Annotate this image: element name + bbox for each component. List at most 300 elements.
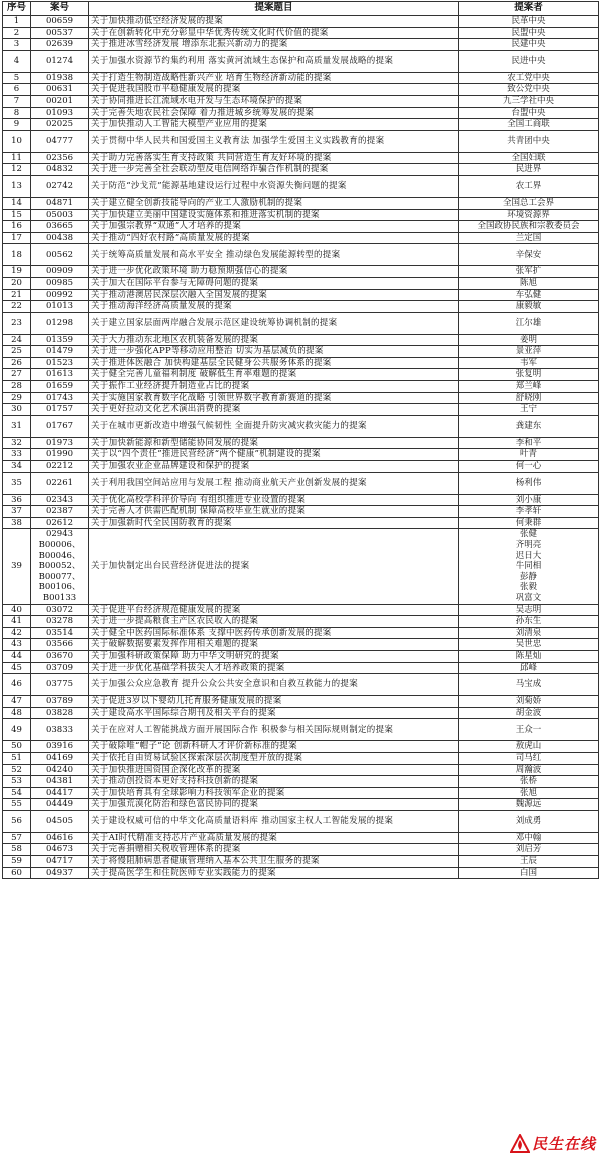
table-row bbox=[3, 449, 599, 461]
cell-author: 邱峰 bbox=[459, 662, 599, 674]
cell-title: 关于将慢阻肺病患者健康管理纳入基本公共卫生服务的提案 bbox=[89, 856, 459, 868]
cell-title: 关于大力推动东北地区农机装备发展的提案 bbox=[89, 334, 459, 346]
cell-title: 关于加强公众应急教育 提升公众公共安全意识和自救互救能力的提案 bbox=[89, 674, 459, 696]
table-row bbox=[3, 506, 599, 518]
table-row bbox=[3, 130, 599, 152]
cell-author: 全国妇联 bbox=[459, 152, 599, 164]
cell-no: 58 bbox=[3, 844, 31, 856]
cell-id: 00438 bbox=[31, 232, 89, 244]
cell-no: 23 bbox=[3, 312, 31, 334]
cell-author: 九三学社中央 bbox=[459, 95, 599, 107]
cell-author: 兰定国 bbox=[459, 232, 599, 244]
cell-title: 关于优化高校学科评价导向 有组织推进专业设置的提案 bbox=[89, 494, 459, 506]
cell-id: 03916 bbox=[31, 741, 89, 753]
cell-author: 江尔雄 bbox=[459, 312, 599, 334]
cell-id: 03670 bbox=[31, 650, 89, 662]
cell-title: 关于加快培育具有全球影响力科技领军企业的提案 bbox=[89, 787, 459, 799]
cell-title: 关于利用我国空间站应用与发展工程 推动商业航天产业创新发展的提案 bbox=[89, 472, 459, 494]
table-row bbox=[3, 27, 599, 39]
cell-id: 04832 bbox=[31, 164, 89, 176]
cell-author: 景亚萍 bbox=[459, 346, 599, 358]
cell-no: 60 bbox=[3, 867, 31, 879]
table-row bbox=[3, 72, 599, 84]
cell-id: 03775 bbox=[31, 674, 89, 696]
table-row bbox=[3, 604, 599, 616]
cell-no: 44 bbox=[3, 650, 31, 662]
cell-title: 关于促进平台经济规范健康发展的提案 bbox=[89, 604, 459, 616]
cell-title: 关于破除唯“帽子”论 创新科研人才评价新标准的提案 bbox=[89, 741, 459, 753]
cell-author: 民革中央 bbox=[459, 16, 599, 28]
cell-author: 车弘健 bbox=[459, 289, 599, 301]
cell-id: 02212 bbox=[31, 461, 89, 473]
cell-id: 02612 bbox=[31, 517, 89, 529]
cell-no: 57 bbox=[3, 832, 31, 844]
cell-author: 刘菊娇 bbox=[459, 696, 599, 708]
header-no: 序号 bbox=[3, 2, 31, 16]
cell-no: 18 bbox=[3, 244, 31, 266]
cell-author: 姜明 bbox=[459, 334, 599, 346]
cell-author: 王辰 bbox=[459, 856, 599, 868]
cell-author: 马宝成 bbox=[459, 674, 599, 696]
table-row bbox=[3, 381, 599, 393]
table-row bbox=[3, 810, 599, 832]
cell-no: 13 bbox=[3, 175, 31, 197]
table-row bbox=[3, 232, 599, 244]
table-row bbox=[3, 107, 599, 119]
cell-id: 04871 bbox=[31, 197, 89, 209]
cell-id: 04449 bbox=[31, 799, 89, 811]
cell-id: 03278 bbox=[31, 616, 89, 628]
header-title: 提案题目 bbox=[89, 2, 459, 16]
cell-title: 关于加强水资源节约集约利用 落实黄河流域生态保护和高质量发展战略的提案 bbox=[89, 50, 459, 72]
table-row bbox=[3, 175, 599, 197]
cell-author: 致公党中央 bbox=[459, 84, 599, 96]
cell-id: 00992 bbox=[31, 289, 89, 301]
cell-no: 37 bbox=[3, 506, 31, 518]
cell-title: 关于加强农业企业品牌建设和保护的提案 bbox=[89, 461, 459, 473]
cell-id: 03514 bbox=[31, 627, 89, 639]
cell-no: 24 bbox=[3, 334, 31, 346]
cell-no: 21 bbox=[3, 289, 31, 301]
cell-author: 张军扩 bbox=[459, 266, 599, 278]
cell-no: 5 bbox=[3, 72, 31, 84]
logo-text: 民生在线 bbox=[531, 1135, 596, 1153]
cell-author: 舒晓刚 bbox=[459, 392, 599, 404]
cell-author: 共青团中央 bbox=[459, 130, 599, 152]
table-row bbox=[3, 197, 599, 209]
cell-no: 20 bbox=[3, 277, 31, 289]
cell-id: 01359 bbox=[31, 334, 89, 346]
cell-id: 04169 bbox=[31, 752, 89, 764]
cell-id: 05003 bbox=[31, 209, 89, 221]
table-row bbox=[3, 84, 599, 96]
table-row bbox=[3, 39, 599, 51]
cell-title: 关于加快推进国资国企深化改革的提案 bbox=[89, 764, 459, 776]
cell-author: 孙东生 bbox=[459, 616, 599, 628]
cell-no: 54 bbox=[3, 787, 31, 799]
cell-title: 关于打造生物制造战略性新兴产业 培育生物经济新动能的提案 bbox=[89, 72, 459, 84]
cell-title: 关于进一步优化基础学科拔尖人才培养政策的提案 bbox=[89, 662, 459, 674]
cell-author: 敖虎山 bbox=[459, 741, 599, 753]
header-id: 案号 bbox=[31, 2, 89, 16]
cell-no: 53 bbox=[3, 776, 31, 788]
cell-id: 04673 bbox=[31, 844, 89, 856]
cell-id: 04937 bbox=[31, 867, 89, 879]
table-row bbox=[3, 209, 599, 221]
proposal-table bbox=[2, 1, 599, 879]
cell-author: 吴志明 bbox=[459, 604, 599, 616]
cell-title: 关于推进冰雪经济发展 增添东北振兴新动力的提案 bbox=[89, 39, 459, 51]
cell-id: 00985 bbox=[31, 277, 89, 289]
cell-title: 关于促进3岁以下婴幼儿托育服务健康发展的提案 bbox=[89, 696, 459, 708]
cell-no: 42 bbox=[3, 627, 31, 639]
cell-no: 7 bbox=[3, 95, 31, 107]
cell-author: 民盟中央 bbox=[459, 27, 599, 39]
cell-title: 关于加快推动人工智能大模型产业应用的提案 bbox=[89, 119, 459, 131]
cell-title: 关于健全完善儿童福利制度 破解低生育率难题的提案 bbox=[89, 369, 459, 381]
cell-author: 刘清泉 bbox=[459, 627, 599, 639]
cell-id: 00562 bbox=[31, 244, 89, 266]
table-row bbox=[3, 650, 599, 662]
table-row bbox=[3, 301, 599, 313]
table-row bbox=[3, 357, 599, 369]
cell-title: 关于健全中医药国际标准体系 支撑中医药传承创新发展的提案 bbox=[89, 627, 459, 639]
cell-no: 36 bbox=[3, 494, 31, 506]
table-row bbox=[3, 616, 599, 628]
cell-title: 关于建设高水平国际综合期刊及相关平台的提案 bbox=[89, 707, 459, 719]
cell-author: 叶青 bbox=[459, 449, 599, 461]
cell-title: 关于推动“四好农村路”高质量发展的提案 bbox=[89, 232, 459, 244]
table-row bbox=[3, 334, 599, 346]
table-row bbox=[3, 312, 599, 334]
cell-title: 关于完善人才供需匹配机制 保障高校毕业生就业的提案 bbox=[89, 506, 459, 518]
table-row bbox=[3, 517, 599, 529]
cell-title: 关于加快推动低空经济发展的提案 bbox=[89, 16, 459, 28]
cell-no: 45 bbox=[3, 662, 31, 674]
table-row bbox=[3, 832, 599, 844]
cell-no: 14 bbox=[3, 197, 31, 209]
table-row bbox=[3, 164, 599, 176]
cell-author: 吴世忠 bbox=[459, 639, 599, 651]
table-row bbox=[3, 674, 599, 696]
cell-no: 59 bbox=[3, 856, 31, 868]
cell-id: 04616 bbox=[31, 832, 89, 844]
cell-no: 47 bbox=[3, 696, 31, 708]
table-row bbox=[3, 752, 599, 764]
cell-no: 19 bbox=[3, 266, 31, 278]
cell-id: 01298 bbox=[31, 312, 89, 334]
cell-author: 李和平 bbox=[459, 437, 599, 449]
cell-id: 01523 bbox=[31, 357, 89, 369]
cell-title: 关于破解数据要素发挥作用相关难题的提案 bbox=[89, 639, 459, 651]
cell-author: 康毅敏 bbox=[459, 301, 599, 313]
logo-flame-icon bbox=[510, 1134, 530, 1154]
table-row bbox=[3, 741, 599, 753]
cell-title: 关于进一步完善全社会联动型反电信网络诈骗合作机制的提案 bbox=[89, 164, 459, 176]
cell-no: 11 bbox=[3, 152, 31, 164]
cell-title: 关于加强荒漠化防治和绿色富民协同的提案 bbox=[89, 799, 459, 811]
cell-id: 03828 bbox=[31, 707, 89, 719]
table-row bbox=[3, 277, 599, 289]
cell-author: 张健 齐明亮 迟日大 牛同相 彭静 张毅 巩富文 bbox=[459, 529, 599, 604]
cell-title: 关于加快建立美丽中国建设实施体系和推进落实机制的提案 bbox=[89, 209, 459, 221]
cell-no: 8 bbox=[3, 107, 31, 119]
cell-id: 04717 bbox=[31, 856, 89, 868]
cell-no: 32 bbox=[3, 437, 31, 449]
cell-title: 关于进一步提高粮食主产区农民收入的提案 bbox=[89, 616, 459, 628]
cell-author: 陈星灿 bbox=[459, 650, 599, 662]
table-row bbox=[3, 461, 599, 473]
cell-title: 关于推动港澳居民深层次融入全国发展的提案 bbox=[89, 289, 459, 301]
table-header-row bbox=[3, 2, 599, 16]
cell-author: 民进中央 bbox=[459, 50, 599, 72]
cell-author: 胡金波 bbox=[459, 707, 599, 719]
table-row bbox=[3, 529, 599, 604]
cell-id: 02343 bbox=[31, 494, 89, 506]
cell-title: 关于推动创投资本更好支持科技创新的提案 bbox=[89, 776, 459, 788]
cell-id: 01659 bbox=[31, 381, 89, 393]
cell-no: 50 bbox=[3, 741, 31, 753]
cell-author: 民建中央 bbox=[459, 39, 599, 51]
table-row bbox=[3, 266, 599, 278]
cell-id: 02943 B00006、 B00046、 B00052、 B00077、 B00106、 B00133 bbox=[31, 529, 89, 604]
cell-title: 关于加强宗教界“双通”人才培养的提案 bbox=[89, 221, 459, 233]
cell-no: 1 bbox=[3, 16, 31, 28]
cell-author: 王宁 bbox=[459, 404, 599, 416]
table-row bbox=[3, 404, 599, 416]
cell-title: 关于完善失地农民社会保障 着力推进城乡统筹发展的提案 bbox=[89, 107, 459, 119]
cell-id: 03709 bbox=[31, 662, 89, 674]
cell-title: 关于加强科研政策保障 助力中华文明研究的提案 bbox=[89, 650, 459, 662]
cell-title: 关于建立国家层面两岸融合发展示范区建设统筹协调机制的提案 bbox=[89, 312, 459, 334]
cell-author: 何秉群 bbox=[459, 517, 599, 529]
cell-title: 关于统筹高质量发展和高水平安全 推动绿色发展能源转型的提案 bbox=[89, 244, 459, 266]
cell-title: 关于实施国家教育数字化战略 引领世界数字教育新赛道的提案 bbox=[89, 392, 459, 404]
cell-title: 关于防范“沙戈荒”能源基地建设运行过程中水资源失衡问题的提案 bbox=[89, 175, 459, 197]
cell-no: 25 bbox=[3, 346, 31, 358]
cell-id: 03833 bbox=[31, 719, 89, 741]
cell-no: 22 bbox=[3, 301, 31, 313]
table-row bbox=[3, 776, 599, 788]
cell-title: 关于助力完善落实生育支持政策 共同营造生育友好环境的提案 bbox=[89, 152, 459, 164]
cell-author: 李孝轩 bbox=[459, 506, 599, 518]
table-row bbox=[3, 799, 599, 811]
table-row bbox=[3, 662, 599, 674]
cell-no: 46 bbox=[3, 674, 31, 696]
cell-id: 01938 bbox=[31, 72, 89, 84]
cell-author: 刘小康 bbox=[459, 494, 599, 506]
table-row bbox=[3, 119, 599, 131]
table-row bbox=[3, 627, 599, 639]
cell-no: 34 bbox=[3, 461, 31, 473]
cell-no: 16 bbox=[3, 221, 31, 233]
cell-author: 全国总工会界 bbox=[459, 197, 599, 209]
cell-no: 52 bbox=[3, 764, 31, 776]
cell-no: 49 bbox=[3, 719, 31, 741]
cell-author: 台盟中央 bbox=[459, 107, 599, 119]
cell-author: 周瀚波 bbox=[459, 764, 599, 776]
table-row bbox=[3, 472, 599, 494]
cell-id: 00659 bbox=[31, 16, 89, 28]
cell-author: 民进界 bbox=[459, 164, 599, 176]
table-row bbox=[3, 787, 599, 799]
cell-title: 关于更好拉动文化艺术演出消费的提案 bbox=[89, 404, 459, 416]
table-row bbox=[3, 346, 599, 358]
cell-id: 00201 bbox=[31, 95, 89, 107]
cell-author: 白国 bbox=[459, 867, 599, 879]
cell-id: 04777 bbox=[31, 130, 89, 152]
cell-id: 00537 bbox=[31, 27, 89, 39]
cell-no: 55 bbox=[3, 799, 31, 811]
cell-id: 01973 bbox=[31, 437, 89, 449]
cell-id: 00909 bbox=[31, 266, 89, 278]
cell-no: 41 bbox=[3, 616, 31, 628]
cell-no: 30 bbox=[3, 404, 31, 416]
cell-title: 关于提高医学生和住院医师专业实践能力的提案 bbox=[89, 867, 459, 879]
cell-no: 4 bbox=[3, 50, 31, 72]
table-row bbox=[3, 707, 599, 719]
cell-no: 27 bbox=[3, 369, 31, 381]
cell-id: 00631 bbox=[31, 84, 89, 96]
cell-author: 何一心 bbox=[459, 461, 599, 473]
cell-author: 郑兰峰 bbox=[459, 381, 599, 393]
cell-no: 38 bbox=[3, 517, 31, 529]
cell-author: 杨利伟 bbox=[459, 472, 599, 494]
cell-id: 02387 bbox=[31, 506, 89, 518]
cell-id: 04417 bbox=[31, 787, 89, 799]
table-row bbox=[3, 289, 599, 301]
cell-author: 刘成勇 bbox=[459, 810, 599, 832]
table-row bbox=[3, 95, 599, 107]
cell-id: 01274 bbox=[31, 50, 89, 72]
cell-author: 张复明 bbox=[459, 369, 599, 381]
cell-no: 56 bbox=[3, 810, 31, 832]
cell-author: 司马红 bbox=[459, 752, 599, 764]
cell-author: 全国政协民族和宗教委员会 bbox=[459, 221, 599, 233]
cell-id: 02742 bbox=[31, 175, 89, 197]
table-row bbox=[3, 152, 599, 164]
cell-no: 9 bbox=[3, 119, 31, 131]
cell-author: 韦军 bbox=[459, 357, 599, 369]
cell-no: 51 bbox=[3, 752, 31, 764]
cell-title: 关于依托自由贸易试验区探索深层次制度型开放的提案 bbox=[89, 752, 459, 764]
cell-title: 关于加大在国际平台参与无障碍问题的提案 bbox=[89, 277, 459, 289]
cell-id: 04505 bbox=[31, 810, 89, 832]
cell-author: 全国工商联 bbox=[459, 119, 599, 131]
cell-id: 04240 bbox=[31, 764, 89, 776]
cell-no: 43 bbox=[3, 639, 31, 651]
cell-id: 01743 bbox=[31, 392, 89, 404]
cell-author: 张桥 bbox=[459, 776, 599, 788]
cell-id: 02356 bbox=[31, 152, 89, 164]
cell-author: 龚建东 bbox=[459, 415, 599, 437]
table-row bbox=[3, 494, 599, 506]
cell-no: 3 bbox=[3, 39, 31, 51]
cell-title: 关于加强新时代全民国防教育的提案 bbox=[89, 517, 459, 529]
table-row bbox=[3, 437, 599, 449]
cell-title: 关于进一步强化APP等移动应用整治 切实为基层减负的提案 bbox=[89, 346, 459, 358]
cell-id: 03072 bbox=[31, 604, 89, 616]
cell-title: 关于促进我国股市平稳健康发展的提案 bbox=[89, 84, 459, 96]
cell-author: 魏源远 bbox=[459, 799, 599, 811]
cell-title: 关于协同推进长江流域水电开发与生态环境保护的提案 bbox=[89, 95, 459, 107]
cell-author: 辛保安 bbox=[459, 244, 599, 266]
cell-id: 03566 bbox=[31, 639, 89, 651]
cell-title: 关于建设权威可信的中华文化高质量语料库 推动国家主权人工智能发展的提案 bbox=[89, 810, 459, 832]
table-row bbox=[3, 415, 599, 437]
cell-title: 关于在城市更新改造中增强气候韧性 全面提升防灾减灾救灾能力的提案 bbox=[89, 415, 459, 437]
cell-no: 15 bbox=[3, 209, 31, 221]
table-row bbox=[3, 856, 599, 868]
table-row bbox=[3, 50, 599, 72]
cell-no: 40 bbox=[3, 604, 31, 616]
cell-title: 关于完善捐赠相关税收管理体系的提案 bbox=[89, 844, 459, 856]
table-row bbox=[3, 369, 599, 381]
cell-author: 陈旭 bbox=[459, 277, 599, 289]
cell-author: 农工界 bbox=[459, 175, 599, 197]
cell-title: 关于贯彻中华人民共和国爱国主义教育法 加强学生爱国主义实践教育的提案 bbox=[89, 130, 459, 152]
cell-author: 张旭 bbox=[459, 787, 599, 799]
cell-id: 04381 bbox=[31, 776, 89, 788]
cell-no: 48 bbox=[3, 707, 31, 719]
table-row bbox=[3, 844, 599, 856]
cell-id: 01613 bbox=[31, 369, 89, 381]
cell-title: 关于进一步优化政策环境 助力稳预期强信心的提案 bbox=[89, 266, 459, 278]
table-row bbox=[3, 221, 599, 233]
cell-author: 农工党中央 bbox=[459, 72, 599, 84]
cell-title: 关于建立健全创新技能导向的产业工人激励机制的提案 bbox=[89, 197, 459, 209]
cell-id: 03789 bbox=[31, 696, 89, 708]
cell-no: 6 bbox=[3, 84, 31, 96]
table-row bbox=[3, 719, 599, 741]
cell-id: 01757 bbox=[31, 404, 89, 416]
cell-title: 关于以“四个责任”推进民营经济“两个健康”机制建设的提案 bbox=[89, 449, 459, 461]
cell-no: 39 bbox=[3, 529, 31, 604]
table-row bbox=[3, 16, 599, 28]
cell-id: 01990 bbox=[31, 449, 89, 461]
cell-author: 邓中翰 bbox=[459, 832, 599, 844]
table-row bbox=[3, 244, 599, 266]
table-row bbox=[3, 639, 599, 651]
cell-no: 33 bbox=[3, 449, 31, 461]
cell-title: 关于AI时代精准支持芯片产业高质量发展的提案 bbox=[89, 832, 459, 844]
cell-id: 02025 bbox=[31, 119, 89, 131]
cell-id: 01767 bbox=[31, 415, 89, 437]
cell-title: 关于在应对人工智能挑战方面开展国际合作 积极参与相关国际规则制定的提案 bbox=[89, 719, 459, 741]
cell-no: 29 bbox=[3, 392, 31, 404]
cell-no: 10 bbox=[3, 130, 31, 152]
cell-id: 01479 bbox=[31, 346, 89, 358]
table-row bbox=[3, 392, 599, 404]
cell-no: 2 bbox=[3, 27, 31, 39]
cell-no: 31 bbox=[3, 415, 31, 437]
cell-title: 关于推动海洋经济高质量发展的提案 bbox=[89, 301, 459, 313]
cell-id: 03665 bbox=[31, 221, 89, 233]
table-row bbox=[3, 696, 599, 708]
cell-id: 02261 bbox=[31, 472, 89, 494]
cell-title: 关于加快新能源和新型储能协同发展的提案 bbox=[89, 437, 459, 449]
cell-title: 关于在创新转化中充分彰显中华优秀传统文化时代价值的提案 bbox=[89, 27, 459, 39]
table-row bbox=[3, 764, 599, 776]
cell-author: 刘启芳 bbox=[459, 844, 599, 856]
cell-no: 28 bbox=[3, 381, 31, 393]
table-row bbox=[3, 867, 599, 879]
cell-id: 02639 bbox=[31, 39, 89, 51]
cell-author: 环境资源界 bbox=[459, 209, 599, 221]
cell-title: 关于加快制定出台民营经济促进法的提案 bbox=[89, 529, 459, 604]
cell-no: 12 bbox=[3, 164, 31, 176]
cell-author: 王众一 bbox=[459, 719, 599, 741]
